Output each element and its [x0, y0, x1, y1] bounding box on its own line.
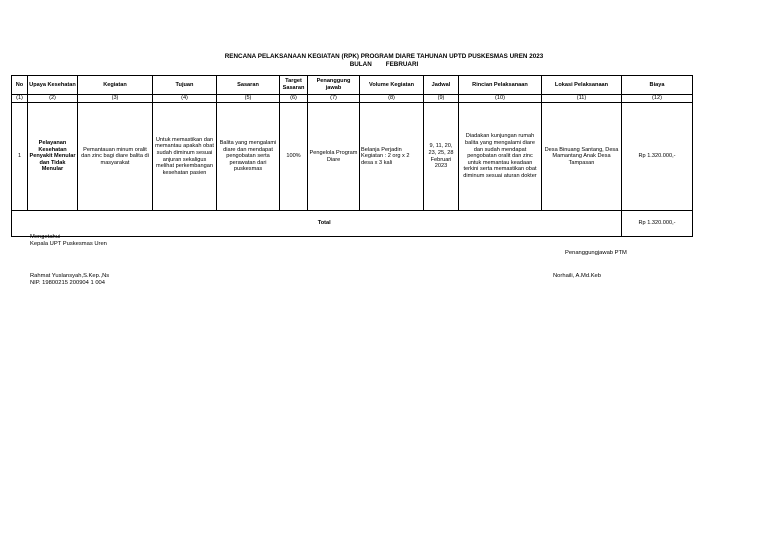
rpk-table	[11, 75, 693, 237]
cell-biaya: Rp 1.320.000,-	[622, 103, 693, 211]
signer-left-nip: NIP. 19800215 200904 1 004	[30, 280, 105, 287]
table-row	[12, 103, 693, 211]
col-number: (9)	[424, 95, 459, 103]
cell-jadwal: 9, 11, 20, 23, 25, 28 Februari 2023	[424, 103, 459, 211]
total-label: Total	[28, 211, 622, 237]
col-number: (6)	[280, 95, 308, 103]
signer-left-name: Rahmat Yuslansyah,S.Kep.,Ns	[30, 273, 110, 279]
header-kegiatan: Kegiatan	[78, 76, 153, 95]
signer-right-name: Norhaili, A.Md.Keb	[553, 273, 602, 279]
signer-left-position: Kepala UPT Puskesmas Uren	[30, 241, 107, 248]
col-number: (12)	[622, 95, 693, 103]
cell-lokasi: Desa Binuang Santang, Desa Mamantang Anak Desa Tampasan	[542, 103, 622, 211]
header-biaya: Biaya	[622, 76, 693, 95]
col-number: (4)	[153, 95, 217, 103]
header-lokasi: Lokasi Pelaksanaan	[542, 76, 622, 95]
acknowledged-label: Mengetahui	[30, 234, 61, 240]
total-row	[12, 211, 693, 237]
cell-sasaran: Balita yang mengalami diare dan mendapat pengobatan serta perawatan dari puskesmas	[217, 103, 280, 211]
col-number: (1)	[12, 95, 28, 103]
header-jadwal: Jadwal	[424, 76, 459, 95]
header-volume: Volume Kegiatan	[360, 76, 424, 95]
col-number: (8)	[360, 95, 424, 103]
cell-rincian: Diadakan kunjungan rumah balita yang mengalami diare dan sudah mendapat pengobatan oralit dan zinc untuk memantau keadaan terkini serta memastikan obat diminum sesuai aturan dokter	[459, 103, 542, 211]
col-number: (7)	[308, 95, 360, 103]
col-number: (2)	[28, 95, 78, 103]
total-value: Rp 1.320.000,-	[622, 211, 693, 237]
col-number: (5)	[217, 95, 280, 103]
signature-left-header	[30, 234, 107, 248]
document-title: RENCANA PELAKSANAAN KEGIATAN (RPK) PROGRAM DIARE TAHUNAN UPTD PUSKESMAS UREN 2023	[224, 53, 544, 60]
cell-no: 1	[12, 103, 28, 211]
cell-target: 100%	[280, 103, 308, 211]
header-sasaran: Sasaran	[217, 76, 280, 95]
header-no: No	[12, 76, 28, 95]
header-row	[12, 76, 693, 95]
col-number: (11)	[542, 95, 622, 103]
col-number: (3)	[78, 95, 153, 103]
signature-left-footer	[30, 273, 109, 287]
header-pj: Penanggung jawab	[308, 76, 360, 95]
total-spacer	[12, 211, 28, 237]
signer-right-position: Penanggungjawab PTM	[565, 250, 627, 256]
header-tujuan: Tujuan	[153, 76, 217, 95]
column-number-row	[12, 95, 693, 103]
cell-tujuan: Untuk memastikan dan memantau apakah obat sudah diminum sesuai anjuran sekaligus melihat perkembangan kesehatan pasien	[153, 103, 217, 211]
cell-upaya: Pelayanan Kesehatan Penyakit Menular dan Tidak Menular	[28, 103, 78, 211]
header-target: Target Sasaran	[280, 76, 308, 95]
cell-pj: Pengelola Program Diare	[308, 103, 360, 211]
document-period: BULAN FEBRUARI	[349, 61, 419, 68]
col-number: (10)	[459, 95, 542, 103]
header-rincian: Rincian Pelaksanaan	[459, 76, 542, 95]
cell-kegiatan: Pemantauan minum oralit dan zinc bagi diare balita di masyarakat	[78, 103, 153, 211]
cell-volume: Belanja Perjadin Kegiatan : 2 org x 2 desa x 3 kali	[360, 103, 424, 211]
header-upaya: Upaya Kesehatan	[28, 76, 78, 95]
